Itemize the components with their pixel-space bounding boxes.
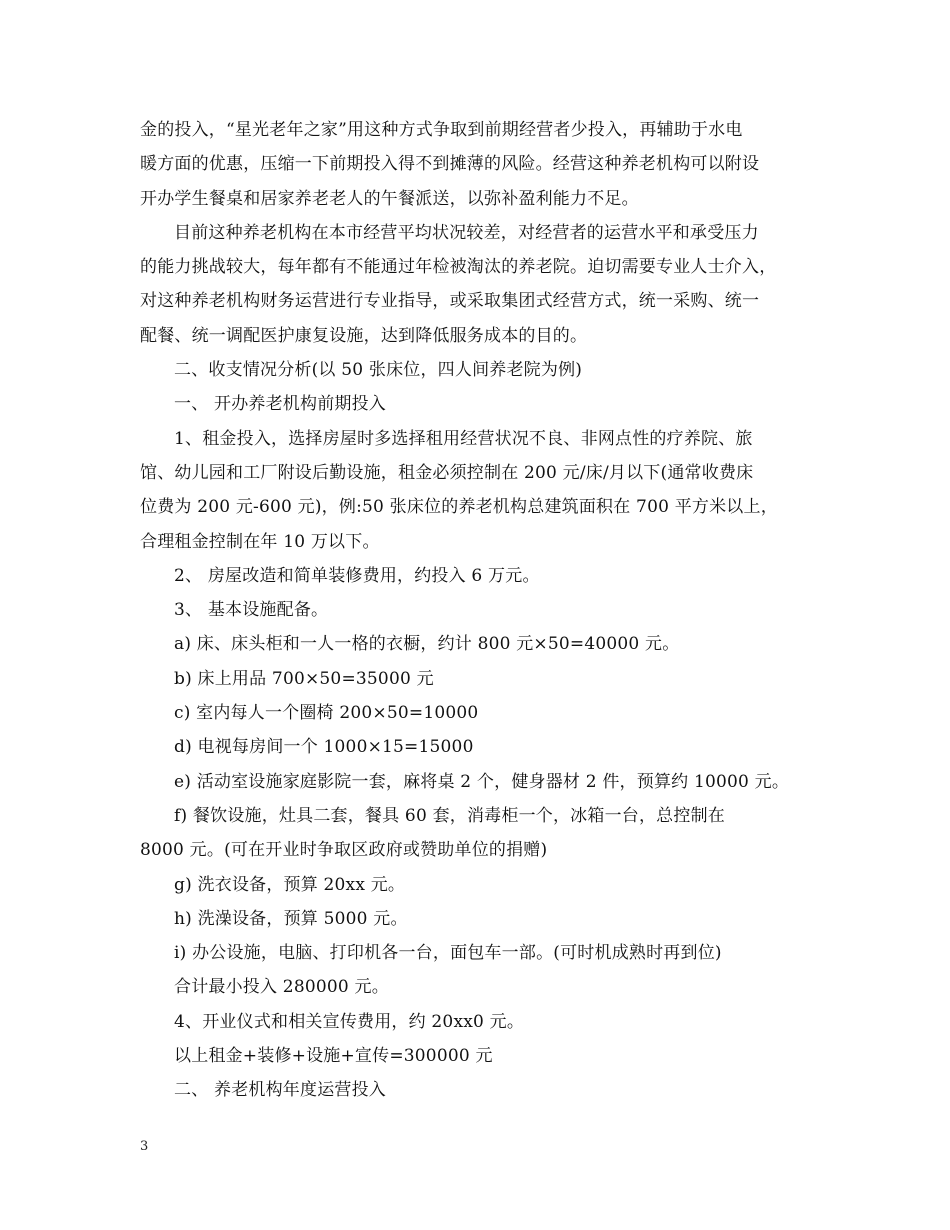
paragraph-line: 目前这种养老机构在本市经营平均状况较差，对经营者的运营水平和承受压力 bbox=[174, 222, 759, 243]
paragraph-line: 8000 元。(可在开业时争取区政府或赞助单位的捐赠) bbox=[140, 840, 548, 861]
paragraph-line: 2、 房屋改造和简单装修费用，约投入 6 万元。 bbox=[174, 565, 540, 586]
paragraph-line: 金的投入，“星光老年之家”用这种方式争取到前期经营者少投入，再辅助于水电 bbox=[140, 120, 743, 140]
paragraph-line: 暖方面的优惠，压缩一下前期投入得不到摊薄的风险。经营这种养老机构可以附设 bbox=[140, 154, 760, 175]
paragraph-line: 馆、幼儿园和工厂附设后勤设施，租金必须控制在 200 元/床/月以下(通常收费床 bbox=[140, 462, 754, 483]
paragraph-line: 合计最小投入 280000 元。 bbox=[174, 977, 389, 998]
paragraph-line: d) 电视每房间一个 1000×15=15000 bbox=[174, 737, 474, 758]
paragraph-line: 配餐、统一调配医护康复设施，达到降低服务成本的目的。 bbox=[140, 325, 588, 346]
paragraph-line: 一、 开办养老机构前期投入 bbox=[174, 394, 387, 415]
paragraph-line: h) 洗澡设备，预算 5000 元。 bbox=[174, 908, 408, 929]
paragraph-line: 二、收支情况分析(以 50 张床位，四人间养老院为例) bbox=[174, 360, 583, 381]
paragraph-line: 二、 养老机构年度运营投入 bbox=[174, 1080, 387, 1101]
paragraph-line: f) 餐饮设施，灶具二套，餐具 60 套，消毒柜一个，冰箱一台，总控制在 bbox=[174, 805, 725, 826]
paragraph-line: 1、租金投入，选择房屋时多选择租用经营状况不良、非网点性的疗养院、旅 bbox=[174, 428, 753, 449]
paragraph-line: g) 洗衣设备，预算 20xx 元。 bbox=[174, 874, 406, 895]
paragraph-line: 对这种养老机构财务运营进行专业指导，或采取集团式经营方式，统一采购、统一 bbox=[140, 291, 760, 312]
paragraph-line: b) 床上用品 700×50=35000 元 bbox=[174, 668, 434, 689]
paragraph-line: 的能力挑战较大，每年都有不能通过年检被淘汰的养老院。迫切需要专业人士介入， bbox=[140, 257, 777, 278]
paragraph-line: e) 活动室设施家庭影院一套，麻将桌 2 个，健身器材 2 件，预算约 10000 元。 bbox=[174, 771, 790, 792]
paragraph-line: c) 室内每人一个圈椅 200×50=10000 bbox=[174, 703, 479, 724]
document-body bbox=[140, 113, 820, 1108]
paragraph-line: 以上租金+装修+设施+宣传=300000 元 bbox=[174, 1046, 493, 1067]
page-number: 3 bbox=[140, 1139, 149, 1154]
paragraph-line: 位费为 200 元-600 元)，例:50 张床位的养老机构总建筑面积在 700 平方米以上， bbox=[140, 497, 778, 518]
paragraph-line: 开办学生餐桌和居家养老老人的午餐派送，以弥补盈利能力不足。 bbox=[140, 188, 639, 209]
paragraph-line: i) 办公设施，电脑、打印机各一台，面包车一部。(可时机成熟时再到位) bbox=[174, 943, 722, 964]
paragraph-line: 合理租金控制在年 10 万以下。 bbox=[140, 531, 380, 552]
paragraph-line: 3、 基本设施配备。 bbox=[174, 600, 329, 621]
paragraph-line: a) 床、床头柜和一人一格的衣橱，约计 800 元×50=40000 元。 bbox=[174, 634, 680, 655]
paragraph-line: 4、开业仪式和相关宣传费用，约 20xx0 元。 bbox=[174, 1011, 525, 1032]
